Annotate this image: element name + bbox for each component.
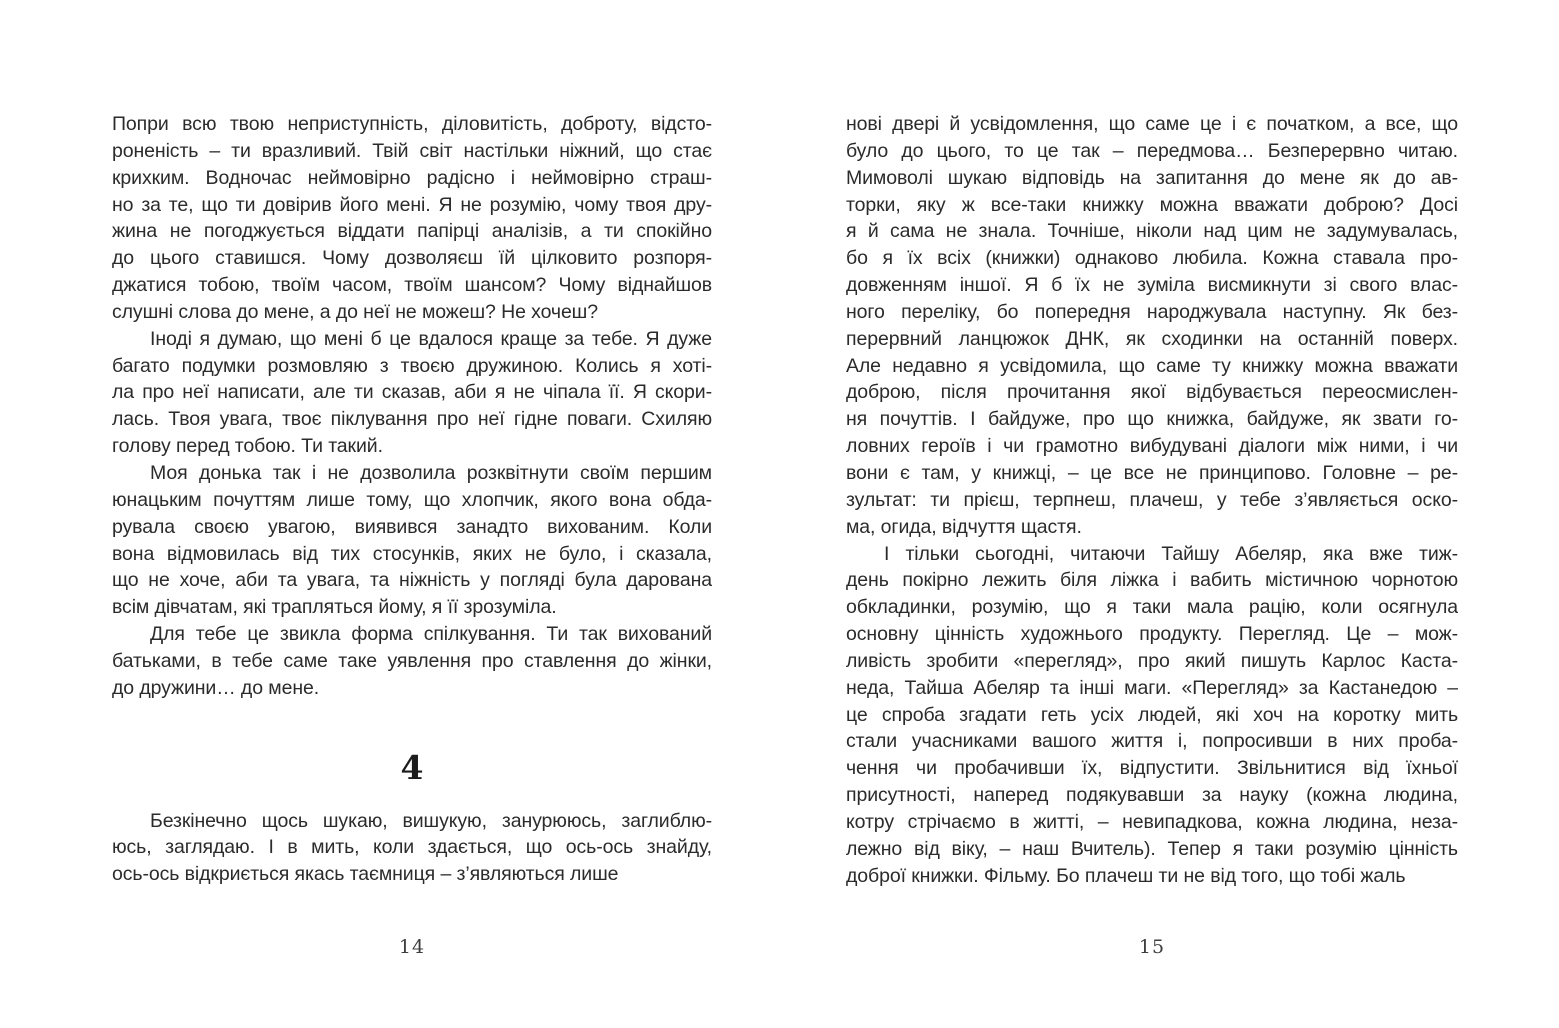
text-line: Попри всю твою неприступність, діловитість, доброту, відсто-	[112, 113, 712, 135]
text-line: І тільки сьогодні, читаючи Тайшу Абеляр, яка вже тиж-	[884, 542, 1458, 565]
paragraph	[112, 808, 712, 889]
text-line: ось-ось відкриється якась таємниця – з’являються лише	[112, 863, 619, 886]
text-line: довженням іншої. Я б їх не зуміла висмикнути зі свого влас-	[846, 274, 1458, 297]
right-text-column	[846, 111, 1458, 889]
text-line: ма, огида, відчуття щастя.	[846, 515, 1082, 538]
left-page-number: 14	[398, 936, 426, 958]
text-line: це спроба згадати геть усіх людей, які хоч на коротку мить	[846, 703, 1458, 726]
text-line: Мимоволі шукаю відповідь на запитання до мене як до ав-	[846, 166, 1458, 189]
paragraph	[112, 111, 712, 326]
text-line: ного переліку, бо попередня народжувала наступну. Як без-	[846, 300, 1458, 323]
text-line: багато подумки розмовляю з твоєю дружиною. Колись я хоті-	[112, 354, 712, 377]
text-line: юсь, заглядаю. І в мить, коли здається, що ось-ось знайду,	[112, 836, 712, 859]
paragraph	[846, 541, 1458, 890]
paragraph	[846, 111, 1458, 541]
paragraph	[112, 326, 712, 460]
text-line: що не хоче, аби та увага, та ніжність у погляді була дарована	[112, 569, 712, 592]
text-line: стали учасниками вашого життя і, попросивши в них проба-	[846, 730, 1458, 753]
text-line: ла про неї написати, але ти сказав, аби я не чіпала її. Я скори-	[112, 381, 712, 404]
text-line: перервний ланцюжок ДНК, як сходинки на останній поверх.	[846, 327, 1458, 350]
text-line: Для тебе це звикла форма спілкування. Ти так вихований	[150, 623, 712, 646]
text-line: торки, яку ж все-таки книжку можна вважати доброю? Досі	[846, 193, 1458, 216]
text-line: чення чи пробачивши їх, відпустити. Звільнитися від їхньої	[846, 757, 1458, 780]
text-line: ливість зробити «перегляд», про який пишуть Карлос Каста-	[846, 649, 1458, 672]
text-line: було до цього, то це так – передмова… Безперервно читаю.	[846, 139, 1458, 162]
text-line: ловних героїв і чи грамотно вибудувані діалоги між ними, і чи	[846, 435, 1458, 458]
text-line: всім дівчатам, які трапляться йому, я її зрозуміла.	[112, 596, 557, 619]
text-line: но за те, що ти довірив його мені. Я не розумію, чому твоя дру-	[112, 193, 712, 216]
left-text-column	[112, 111, 712, 888]
text-line: вона відмовилась від тих стосунків, яких не було, і сказала,	[112, 542, 712, 565]
text-line: вони є там, у книжці, – це все не принципово. Головне – ре-	[846, 461, 1458, 484]
text-line: обкладинки, розумію, що я таки мала рацію, коли осягнула	[846, 596, 1458, 619]
text-line: слушні слова до мене, а до неї не можеш? Не хочеш?	[112, 300, 598, 323]
text-line: присутності, наперед подякувавши за науку (кожна людина,	[846, 784, 1458, 807]
text-line: юнацьким почуттям лише тому, що хлопчик, якого вона обда-	[112, 488, 712, 511]
text-line: я й сама не знала. Точніше, ніколи над цим не задумувалась,	[846, 220, 1458, 243]
text-line: доброю, після прочитання якої відбувається переосмислен-	[846, 381, 1458, 404]
text-line: Безкінечно щось шукаю, вишукую, занурююсь, заглиблю-	[150, 809, 712, 832]
text-line: день покірно лежить біля ліжка і вабить містичною чорнотою	[846, 569, 1458, 592]
text-line: батьками, в тебе саме таке уявлення про ставлення до жінки,	[112, 649, 712, 672]
text-line: лась. Твоя увага, твоє піклування про неї гідне поваги. Схиляю	[112, 408, 712, 431]
text-line: крихким. Водночас неймовірно радісно і неймовірно страш-	[112, 166, 712, 189]
paragraph	[112, 460, 712, 621]
text-line: доброї книжки. Фільму. Бо плачеш ти не від того, що тобі жаль	[846, 864, 1406, 887]
text-line: зультат: ти прієш, терпнеш, плачеш, у тебе з’являється оско-	[846, 488, 1458, 511]
text-line: неда, Тайша Абеляр та інші маги. «Перегляд» за Кастанедою –	[846, 676, 1458, 699]
right-page-number: 15	[1138, 936, 1166, 958]
text-line: нові двері й усвідомлення, що саме це і є початком, а все, що	[846, 113, 1458, 135]
text-line: ня почуттів. І байдуже, про що книжка, байдуже, як звати го-	[846, 408, 1458, 431]
text-line: до цього ставишся. Чому дозволяєш їй цілковито розпоря-	[112, 247, 712, 270]
text-line: бо я їх всіх (книжки) однаково любила. Кожна ставала про-	[846, 247, 1458, 270]
text-line: Моя донька так і не дозволила розквітнути своїм першим	[150, 461, 712, 484]
text-line: до дружини… до мене.	[112, 676, 320, 699]
text-line: жина не погоджується віддати папірці аналізів, а ти спокійно	[112, 220, 712, 243]
text-line: джатися тобою, твоїм часом, твоїм шансом? Чому віднайшов	[112, 274, 712, 297]
text-line: рувала своєю увагою, виявився занадто вихованим. Коли	[112, 515, 712, 538]
paragraph	[112, 621, 712, 702]
text-line: основну цінність художнього продукту. Перегляд. Це – мож-	[846, 623, 1458, 646]
text-line: роненість – ти вразливий. Твій світ настільки ніжний, що стає	[112, 139, 712, 162]
text-line: котру стрічаємо в житті, – невипадкова, кожна людина, неза-	[846, 810, 1458, 833]
text-line: лежно від віку, – наш Вчитель). Тепер я таки розумію цінність	[846, 837, 1458, 860]
text-line: Іноді я думаю, що мені б це вдалося краще за тебе. Я дуже	[150, 327, 712, 350]
text-line: Але недавно я усвідомила, що саме ту книжку можна вважати	[846, 354, 1458, 377]
section-heading: 4	[400, 747, 424, 787]
text-line: голову перед тобою. Ти такий.	[112, 435, 383, 458]
